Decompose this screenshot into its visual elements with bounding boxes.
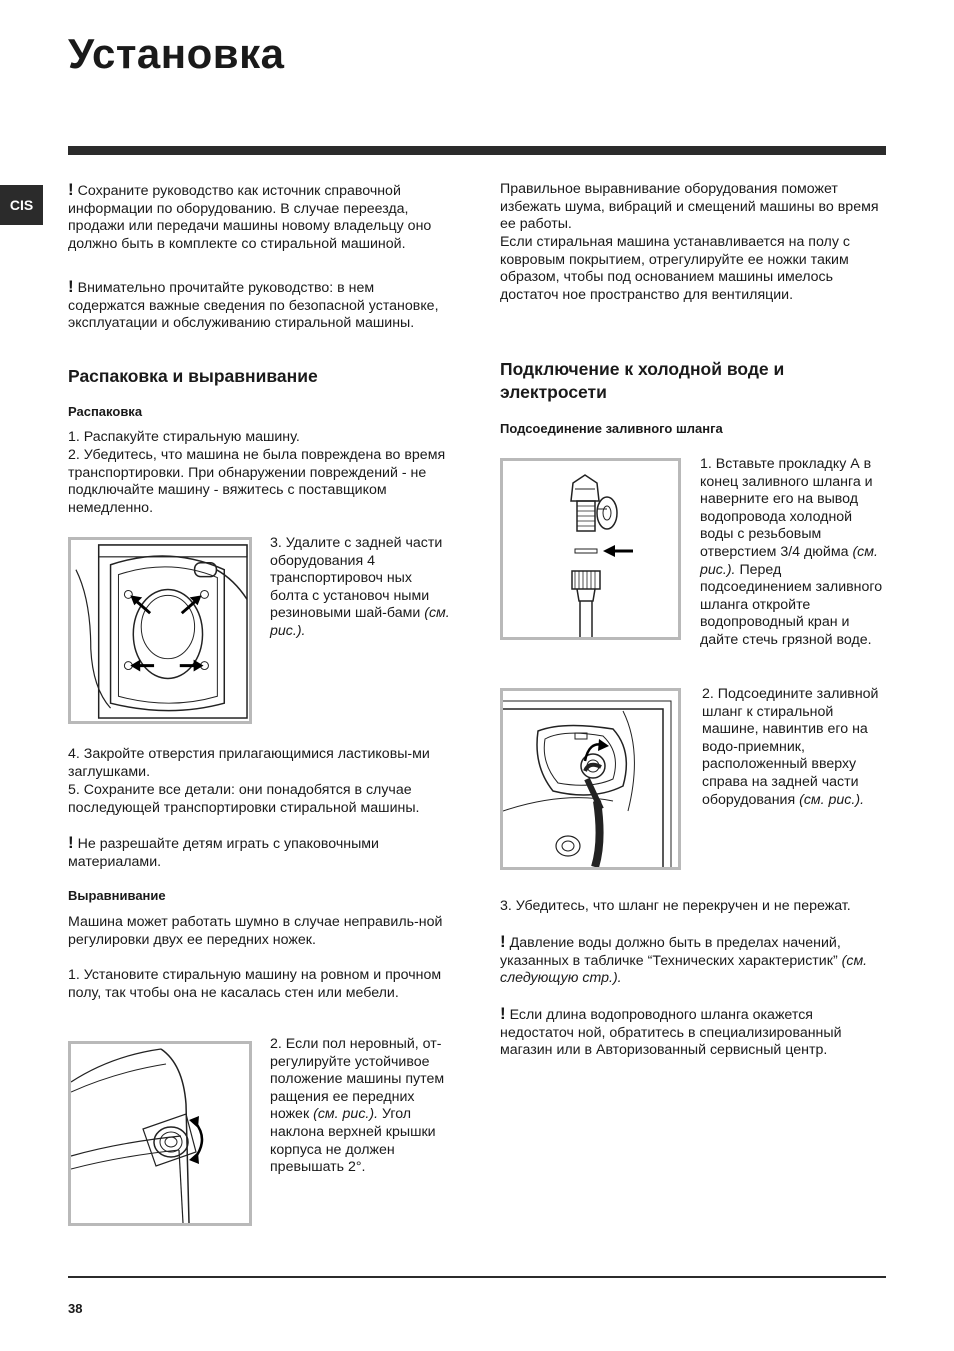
warning-water-pressure: ! Давление воды должно быть в пределах начений, указанных в табличке “Технических характеристик” (см. следующую стр.).	[500, 932, 868, 987]
leveling-step-2: 2. Если пол неровный, от-регулируйте устойчивое положение машины путем ращения ее передних ножек (см. рис.). Угол наклона верхней крышки корпуса не должен превышать 2°.	[270, 1036, 445, 1176]
title-divider	[68, 146, 886, 155]
exclamation-icon: !	[500, 1004, 506, 1023]
figure-leveling-feet	[68, 1041, 252, 1226]
unpack-step-5: 5. Сохраните все детали: они понадобятся в случае последующей транспортировки стиральной машины.	[68, 782, 420, 816]
figure-hose-machine	[500, 688, 681, 870]
figure-hose-tap	[500, 458, 681, 640]
leveling-step-1: 1. Установите стиральную машину на ровном и прочном полу, так чтобы она не касалась стен или мебели.	[68, 967, 442, 1001]
subsection-inlet-hose: Подсоединение заливного шланга	[500, 421, 723, 436]
language-tab: CIS	[0, 185, 43, 225]
warning-hose-length: ! Если длина водопроводного шланга окажется недостаточ ной, обратитесь в специализированный магазин или в Авторизованный сервисный центр.	[500, 1004, 842, 1059]
exclamation-icon: !	[500, 932, 506, 951]
warning-children: ! Не разрешайте детям играть с упаковочными материалами.	[68, 833, 379, 870]
subsection-leveling: Выравнивание	[68, 888, 166, 903]
unpack-step-3: 3. Удалите с задней части оборудования 4 транспортировоч ных болта с установоч ными резиновыми шай-бами (см. рис.).	[270, 535, 450, 639]
warning-read-manual: ! Внимательно прочитайте руководство: в нем содержатся важные сведения по безопасной установке, эксплуатации и обслуживанию стиральной машины.	[68, 277, 439, 332]
subsection-unpacking: Распаковка	[68, 404, 143, 419]
hose-step-2: 2. Подсоедините заливной шланг к стиральной машине, навинтив его на водо-приемник, расположенный вверху справа на задней части оборудования (см. рис.).	[702, 686, 879, 808]
leveling-benefit-text: Правильное выравнивание оборудования поможет избежать шума, вибраций и смещений машины во время ее работы.	[500, 181, 879, 233]
warning-keep-manual: ! Сохраните руководство как источник справочной информации по оборудованию. В случае переезда, продажи или передачи машины новому владельцу оно должно быть в комплекте со стиральной машиной.	[68, 180, 432, 252]
carpet-floor-text: Если стиральная машина устанавливается на полу с ковровым покрытием, отрегулируйте ее ножки таким образом, чтобы под основанием машины имелось достаточ ное пространство для вентиляции.	[500, 234, 850, 303]
exclamation-icon: !	[68, 833, 74, 852]
unpack-step-4: 4. Закройте отверстия прилагающимися ластиковы-ми заглушками.	[68, 746, 430, 780]
hose-step-3: 3. Убедитесь, что шланг не перекручен и не пережат.	[500, 898, 851, 914]
page-number: 38	[68, 1301, 83, 1316]
unpack-step-2: 2. Убедитесь, что машина не была повреждена во время транспортировки. При обнаружении повреждений - не подключайте машину - вяжитесь с поставщиком немедленно.	[68, 447, 446, 516]
footer-divider	[68, 1276, 886, 1278]
section-unpacking-leveling: Распаковка и выравнивание	[68, 366, 318, 386]
exclamation-icon: !	[68, 277, 74, 296]
page-title: Установка	[68, 30, 285, 77]
figure-transport-bolts	[68, 537, 252, 724]
hose-step-1: 1. Вставьте прокладку А в конец заливного шланга и наверните его на вывод водопровода холодной воды с резьбовым отверстием 3/4 дюйма (см. рис.). Перед подсоединением заливного шланга откройте водопроводный кран и дайте стечь грязной воде.	[700, 456, 883, 648]
leveling-intro: Машина может работать шумно в случае неправиль-ной регулировки двух ее передних ножек.	[68, 914, 443, 948]
exclamation-icon: !	[68, 180, 74, 199]
unpack-step-1: 1. Распакуйте стиральную машину.	[68, 429, 300, 445]
section-water-electric: Подключение к холодной воде и электросети	[500, 359, 785, 402]
